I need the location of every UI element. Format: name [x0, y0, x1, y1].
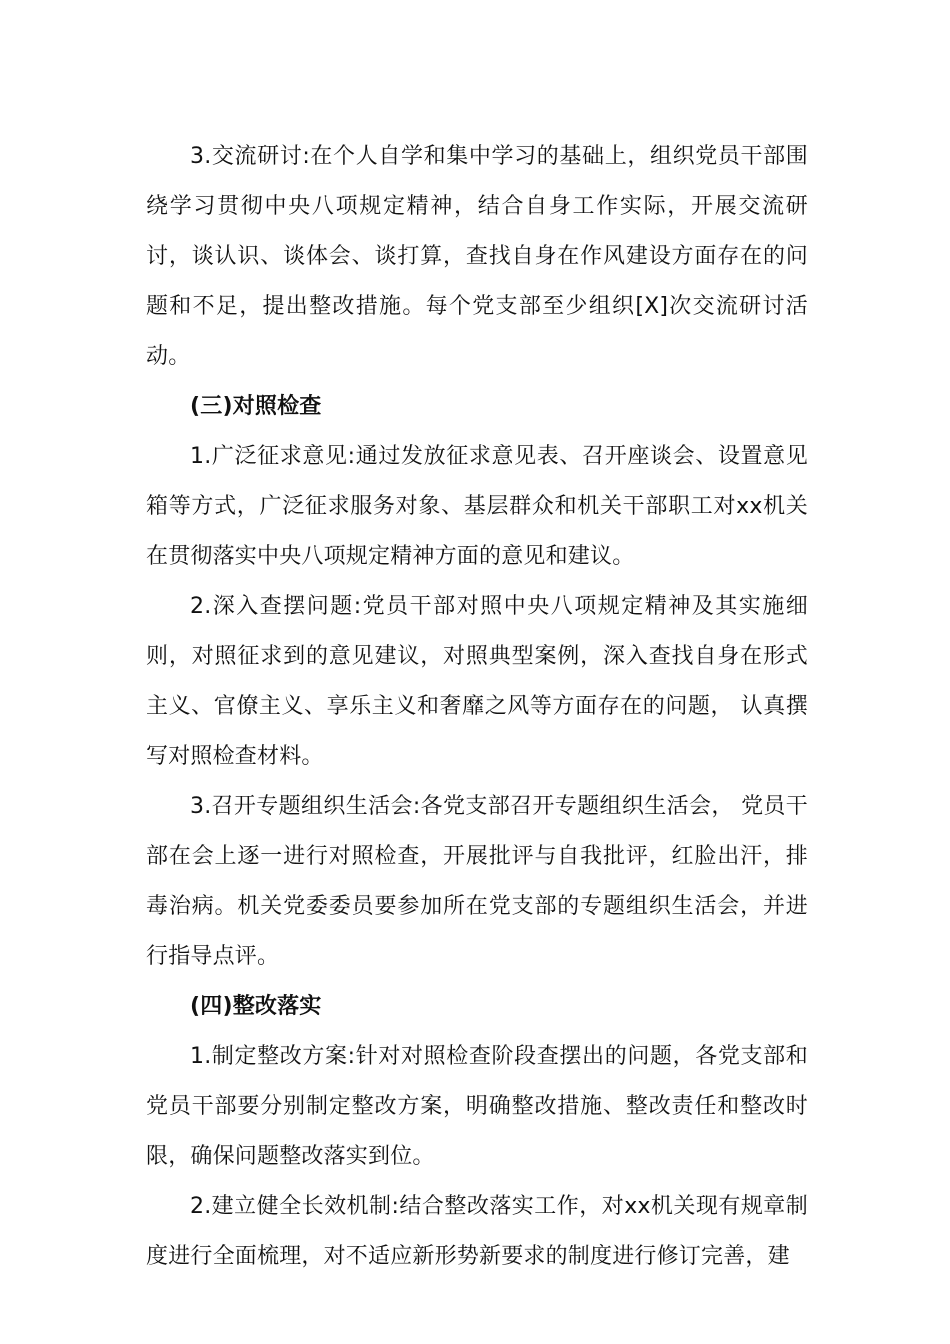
paragraph-rectification-plan: 1.制定整改方案:针对对照检查阶段查摆出的问题，各党支部和党员干部要分别制定整改方案，明确整改措施、整改责任和整改时限，确保问题整改落实到位。: [146, 1044, 808, 1169]
paragraph-find-problems: 2.深入查摆问题:党员干部对照中央八项规定精神及其实施细则，对照征求到的意见建议，对照典型案例，深入查找自身在形式主义、官僚主义、享乐主义和奢靡之风等方面存在的问题， 认真撰写对照检查材料。: [146, 594, 808, 769]
paragraph-organize-meeting: 3.召开专题组织生活会:各党支部召开专题组织生活会， 党员干部在会上逐一进行对照检查，开展批评与自我批评，红脸出汗，排毒治病。机关党委委员要参加所在党支部的专题组织生活会，并进行指导点评。: [146, 794, 808, 969]
section-heading-rectification: (四)整改落实: [190, 994, 322, 1019]
document-body: [146, 132, 808, 1282]
paragraph-long-term-mechanism: 2.建立健全长效机制:结合整改落实工作，对xx机关现有规章制度进行全面梳理，对不适应新形势新要求的制度进行修订完善，建: [146, 1194, 808, 1269]
section-heading-comparison-check: (三)对照检查: [190, 394, 322, 419]
paragraph-exchange-discussion: 3.交流研讨:在个人自学和集中学习的基础上，组织党员干部围绕学习贯彻中央八项规定精神，结合自身工作实际，开展交流研讨，谈认识、谈体会、谈打算，查找自身在作风建设方面存在的问题和不足，提出整改措施。每个党支部至少组织[X]次交流研讨活动。: [146, 144, 808, 369]
paragraph-solicit-opinions: 1.广泛征求意见:通过发放征求意见表、召开座谈会、设置意见箱等方式，广泛征求服务对象、基层群众和机关干部职工对xx机关在贯彻落实中央八项规定精神方面的意见和建议。: [146, 444, 808, 569]
